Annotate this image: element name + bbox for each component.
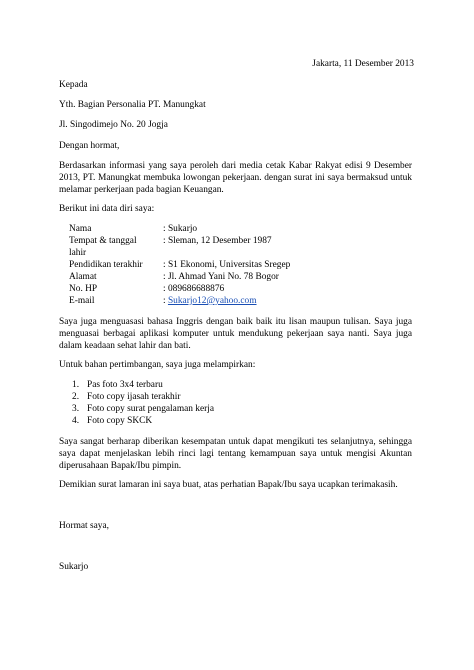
birth-label: Tempat & tanggal [69,236,137,246]
attachment-number: 3. [72,404,80,414]
education-value: : S1 Ekonomi, Universitas Sregep [163,260,291,270]
hope-paragraph [59,436,412,472]
skills-line: menguasai berbagai aplikasi komputer untuk mendukung pekerjaan saya nanti. Saya juga [59,329,412,339]
address-label: Alamat [69,272,97,282]
email-label: E-mail [69,296,95,306]
data-intro: Berikut ini data diri saya: [59,204,155,214]
letter-date: Jakarta, 11 Desember 2013 [312,59,414,69]
recipient-to: Kepada [59,80,88,90]
sign-off: Hormat saya, [59,521,109,531]
email-row [163,295,257,307]
intro-line: Berdasarkan informasi yang saya peroleh dari media cetak Kabar Rakyat edisi 9 Desember [59,161,412,171]
hope-line: Saya sangat berharap diberikan kesempatan untuk dapat mengikuti tes selanjutnya, sehingga [59,437,412,447]
skills-line: dalam keadaan sehat lahir dan bati. [59,341,191,351]
intro-line: melamar perkerjaan pada bagian Keuangan. [59,185,224,195]
attachment-number: 1. [72,380,80,390]
name-value: : Sukarjo [163,224,198,234]
hope-line: saya dapat menjelaskan lebih rinci lagi tentang kemampuan saya untuk mengisi Akuntan [59,449,412,459]
skills-line: Saya juga menguasasi bahasa Inggris dengan baik baik itu lisan maupun tulisan. Saya juga [59,317,412,327]
intro-line: 2013, PT. Manungkat membuka lowongan pekerjaan. dengan surat ini saya bermaksud untuk [59,173,412,183]
closing-sentence: Demikian surat lamaran ini saya buat, atas perhatian Bapak/Ibu saya ucapkan terimakasih. [59,480,398,490]
attachment-item: Foto copy surat pengalaman kerja [87,404,215,414]
attachment-item: Foto copy ijasah terakhir [87,392,181,402]
attachment-number: 2. [72,392,80,402]
phone-value: : 089686688876 [163,284,225,294]
phone-label: No. HP [69,284,98,294]
birth-label-cont: lahir [69,248,87,258]
education-label: Pendidikan terakhir [69,260,143,270]
address-value: : Jl. Ahmad Yani No. 78 Bogor [163,272,279,282]
signature-name: Sukarjo [59,562,89,572]
recipient-address: Jl. Singodimejo No. 20 Jogja [59,120,168,130]
hope-line: diperusahaan Bapak/Ibu pimpin. [59,461,182,471]
email-link[interactable]: Sukarjo12@yahoo.com [167,296,257,306]
birth-value: : Sleman, 12 Desember 1987 [163,236,272,246]
email-colon: : [163,296,168,306]
recipient-name: Yth. Bagian Personalia PT. Manungkat [59,100,206,110]
attachment-item: Foto copy SKCK [87,416,153,426]
skills-paragraph [59,316,412,352]
greeting: Dengan hormat, [59,141,120,151]
attachment-item: Pas foto 3x4 terbaru [87,380,163,390]
attachment-number: 4. [72,416,80,426]
intro-paragraph [59,160,412,196]
attachments-intro: Untuk bahan pertimbangan, saya juga melampirkan: [59,360,256,370]
name-label: Nama [69,224,92,234]
